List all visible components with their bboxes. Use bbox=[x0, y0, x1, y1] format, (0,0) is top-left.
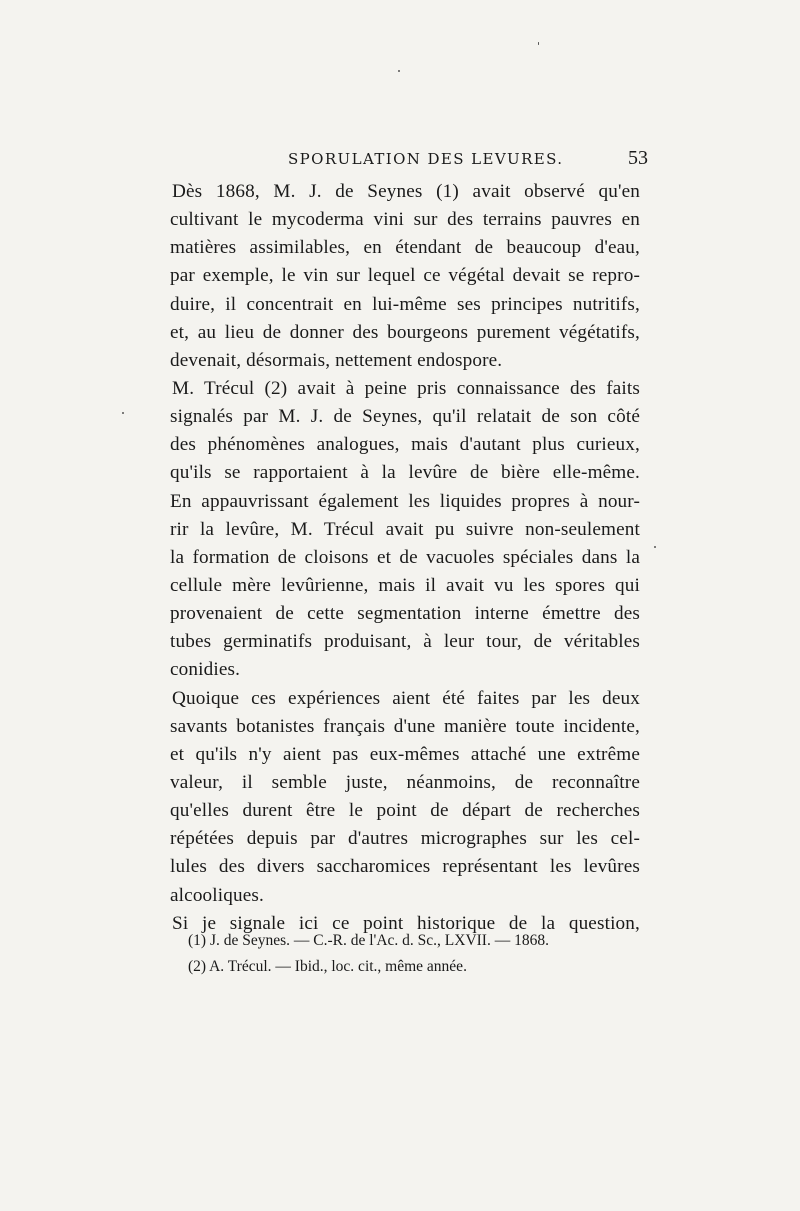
text-line: qu'elles durent être le point de départ de recherches bbox=[170, 800, 640, 822]
text-line: M. Trécul (2) avait à peine pris connaissance des faits bbox=[172, 377, 640, 399]
scan-speck bbox=[654, 546, 656, 548]
text-line: conidies. bbox=[170, 659, 241, 681]
text-line: qu'ils se rapportaient à la levûre de bière elle-même. bbox=[170, 462, 640, 484]
text-line: répétées depuis par d'autres micrographes sur les cel- bbox=[170, 828, 640, 850]
text-line: des phénomènes analogues, mais d'autant plus curieux, bbox=[170, 434, 640, 456]
text-line: rir la levûre, M. Trécul avait pu suivre non-seulement bbox=[170, 518, 640, 540]
footnotes bbox=[188, 928, 628, 980]
scan-speck bbox=[538, 42, 539, 45]
text-line: Quoique ces expériences aient été faites par les deux bbox=[172, 687, 640, 709]
text-line: En appauvrissant également les liquides propres à nour- bbox=[170, 490, 640, 512]
text-line: Dès 1868, M. J. de Seynes (1) avait observé qu'en bbox=[172, 181, 640, 202]
text-line: la formation de cloisons et de vacuoles spéciales dans la bbox=[170, 546, 640, 568]
scan-speck bbox=[398, 70, 400, 72]
text-line: cultivant le mycoderma vini sur des terrains pauvres en bbox=[170, 209, 640, 231]
text-line: et qu'ils n'y aient pas eux-mêmes attaché une extrême bbox=[170, 743, 640, 765]
footnote: (2) A. Trécul. — Ibid., loc. cit., même année. bbox=[188, 958, 467, 975]
scan-speck bbox=[122, 412, 124, 414]
text-line: matières assimilables, en étendant de beaucoup d'eau, bbox=[170, 237, 640, 259]
text-line: Si je signale ici ce point historique de la question, bbox=[172, 912, 640, 934]
text-line: alcooliques. bbox=[170, 884, 264, 906]
footnote: (1) J. de Seynes. — C.-R. de l'Ac. d. Sc., LXVII. — 1868. bbox=[188, 932, 549, 949]
text-line: signalés par M. J. de Seynes, qu'il relatait de son côté bbox=[170, 406, 640, 428]
text-line: provenaient de cette segmentation interne émettre des bbox=[170, 603, 640, 625]
running-title: SPORULATION DES LEVURES. bbox=[288, 150, 564, 168]
body-text bbox=[170, 178, 640, 938]
running-head bbox=[170, 147, 648, 176]
text-line: devenait, désormais, nettement endospore. bbox=[170, 349, 503, 371]
text-line: par exemple, le vin sur lequel ce végétal devait se repro- bbox=[170, 265, 640, 287]
text-line: valeur, il semble juste, néanmoins, de reconnaître bbox=[170, 771, 640, 793]
text-line: tubes germinatifs produisant, à leur tour, de véritables bbox=[170, 631, 640, 653]
text-line: savants botanistes français d'une manière toute incidente, bbox=[170, 715, 640, 737]
page-number: 53 bbox=[628, 147, 648, 169]
text-line: duire, il concentrait en lui-même ses principes nutritifs, bbox=[170, 293, 640, 315]
text-line: et, au lieu de donner des bourgeons purement végétatifs, bbox=[170, 321, 640, 343]
text-line: lules des divers saccharomices représentant les levûres bbox=[170, 856, 640, 878]
text-line: cellule mère levûrienne, mais il avait vu les spores qui bbox=[170, 574, 640, 596]
